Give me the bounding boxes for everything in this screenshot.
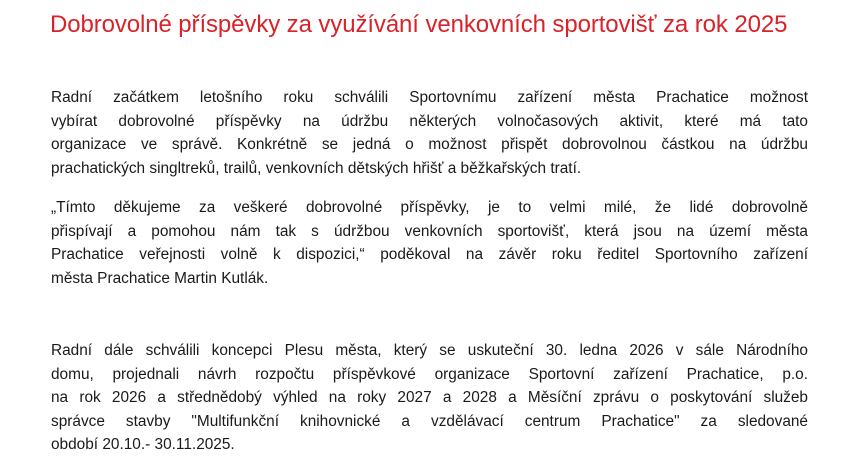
paragraph-line: vybírat dobrovolné příspěvky na údržbu některých volnočasových aktivit, které má tato	[51, 112, 808, 130]
paragraph-line: domu, projednali návrh rozpočtu příspěvkové organizace Sportovní zařízení Prachatice, p.o.	[51, 365, 808, 383]
paragraph-line: přispívají a pomohou nám tak s údržbou venkovních sportovišť, která jsou na území města	[51, 222, 808, 240]
paragraph-line: prachatických singltreků, trailů, venkovních dětských hřišť a běžkařských tratí.	[51, 159, 582, 177]
paragraph-line: Radní začátkem letošního roku schválili Sportovnímu zařízení města Prachatice možnost	[51, 89, 808, 106]
paragraph-line: Radní dále schválili koncepci Plesu města, který se uskuteční 30. ledna 2026 v sále Národního	[51, 342, 808, 359]
paragraph-line: na rok 2026 a střednědobý výhled na roky 2027 a 2028 a Měsíční zprávu o poskytování služeb	[51, 389, 808, 406]
paragraph-line: správce stavby "Multifunkční knihovnické a vzdělávací centrum Prachatice" za sledované	[51, 412, 808, 430]
paragraph-line: organizace ve správě. Konkrétně se jedná o možnost přispět dobrovolnou částkou na údržbu	[51, 136, 808, 153]
paragraph-line: města Prachatice Martin Kutlák.	[51, 269, 269, 287]
article-paragraph-2	[51, 196, 808, 290]
page-title: Dobrovolné příspěvky za využívání venkovních sportovišť za rok 2025	[50, 11, 788, 38]
article-paragraph-3	[51, 339, 808, 457]
paragraph-line: období 20.10.- 30.11.2025.	[51, 436, 235, 453]
paragraph-line: Prachatice veřejnosti volně k dispozici,“ poděkoval na závěr roku ředitel Sportovního zařízení	[51, 246, 808, 263]
paragraph-line: „Tímto děkujeme za veškeré dobrovolné příspěvky, je to velmi milé, že lidé dobrovolně	[51, 199, 808, 216]
article-paragraph-1	[51, 86, 808, 180]
